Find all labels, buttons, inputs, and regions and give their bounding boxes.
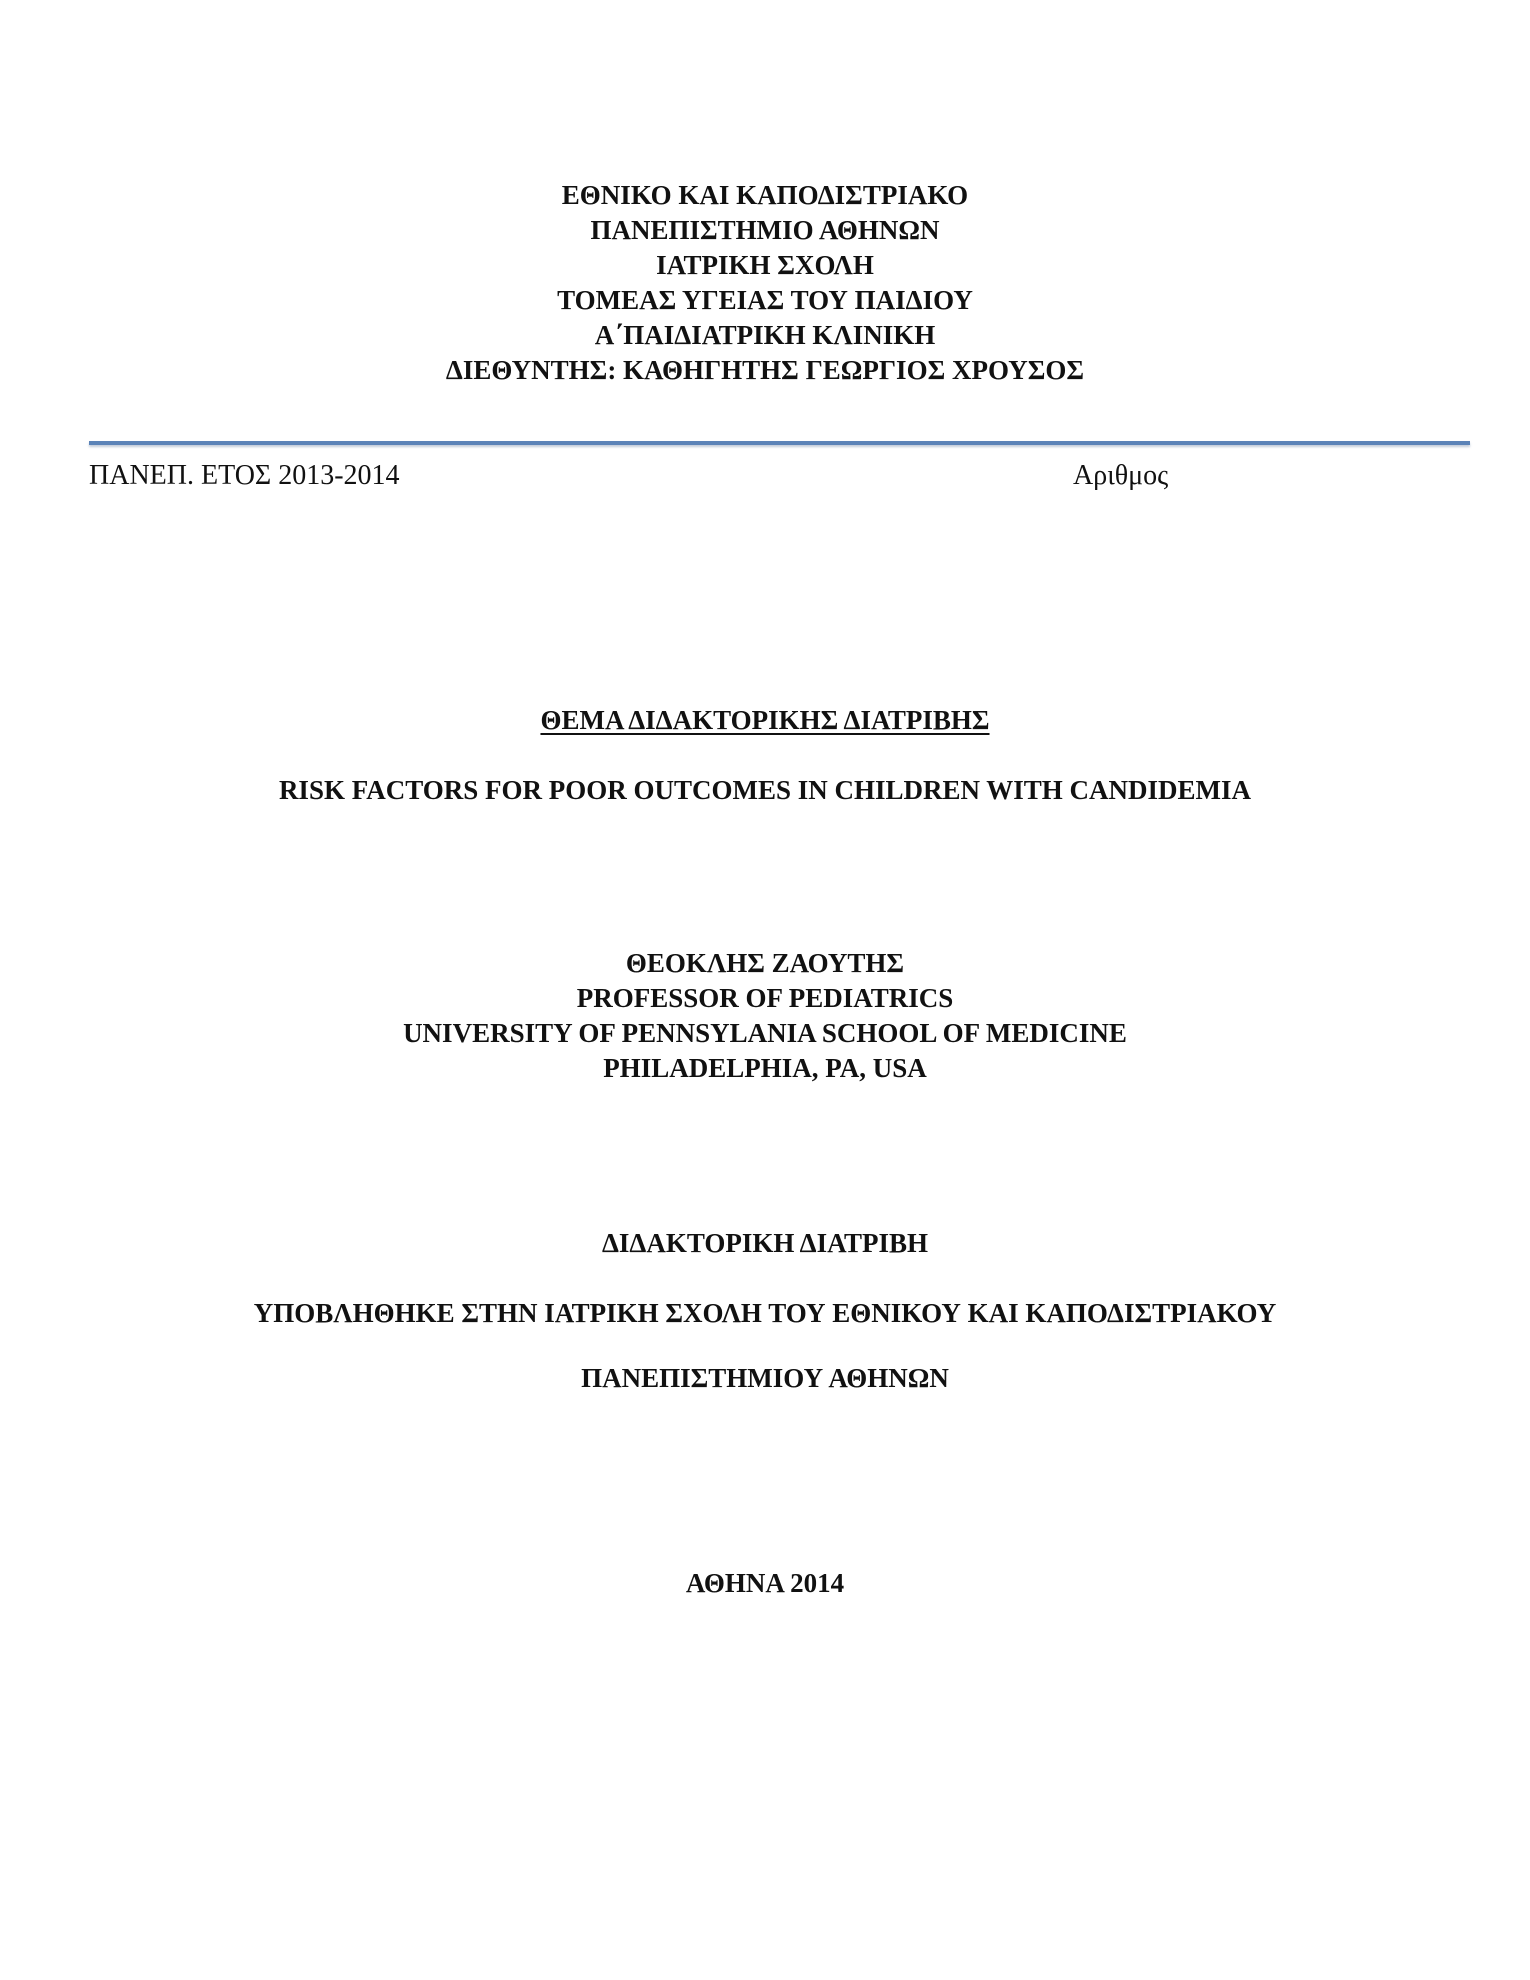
header-divider [89, 441, 1470, 445]
thesis-subject-label [0, 702, 1530, 738]
institution-header [0, 178, 1530, 388]
author-name: ΘΕΟΚΛΗΣ ΖΑΟΥΤΗΣ [625, 948, 905, 978]
header-line-director: ΔΙΕΘΥΝΤΗΣ: ΚΑΘΗΓΗΤΗΣ ΓΕΩΡΓΙΟΣ ΧΡΟΥΣΟΣ [445, 355, 1085, 385]
header-line-clinic: Α΄ΠΑΙΔΙΑΤΡΙΚΗ ΚΛΙΝΙΚΗ [594, 320, 936, 350]
header-line-school: ΙΑΤΡΙΚΗ ΣΧΟΛΗ [656, 250, 874, 280]
author-location: PHILADELPHIA, PA, USA [603, 1053, 927, 1083]
academic-year: ΠΑΝΕΠ. ΕΤΟΣ 2013-2014 [89, 460, 400, 491]
document-number-label: Αριθμος [1073, 460, 1169, 491]
place-and-year: ΑΘΗΝΑ 2014 [685, 1568, 845, 1598]
author-institution: UNIVERSITY OF PENNSYLANIA SCHOOL OF MEDICINE [403, 1018, 1127, 1048]
submission-line-2: ΠΑΝΕΠΙΣΤΗΜΙΟΥ ΑΘΗΝΩΝ [581, 1363, 949, 1393]
document-type: ΔΙΔΑΚΤΟΡΙΚΗ ΔΙΑΤΡΙΒΗ [602, 1228, 928, 1258]
submission-line-1: ΥΠΟΒΛΗΘΗΚΕ ΣΤΗΝ ΙΑΤΡΙΚΗ ΣΧΟΛΗ ΤΟΥ ΕΘΝΙΚΟΥ ΚΑΙ ΚΑΠΟΔΙΣΤΡΙΑΚΟΥ [253, 1298, 1277, 1328]
header-line-university-city: ΠΑΝΕΠΙΣΤΗΜΙΟ ΑΘΗΝΩΝ [590, 215, 940, 245]
header-line-university: ΕΘΝΙΚΟ ΚΑΙ ΚΑΠΟΔΙΣΤΡΙΑΚΟ [561, 180, 969, 210]
author-position: PROFESSOR OF PEDIATRICS [576, 983, 954, 1013]
author-block [0, 946, 1530, 1086]
thesis-subject-label-text: ΘΕΜΑ ΔΙΔΑΚΤΟΡΙΚΗΣ ΔΙΑΤΡΙΒΗΣ [540, 705, 990, 735]
thesis-title: RISK FACTORS FOR POOR OUTCOMES IN CHILDREN WITH CANDIDEMIA [278, 775, 1252, 805]
header-line-department: ΤΟΜΕΑΣ ΥΓΕΙΑΣ ΤΟΥ ΠΑΙΔΙΟΥ [557, 285, 973, 315]
